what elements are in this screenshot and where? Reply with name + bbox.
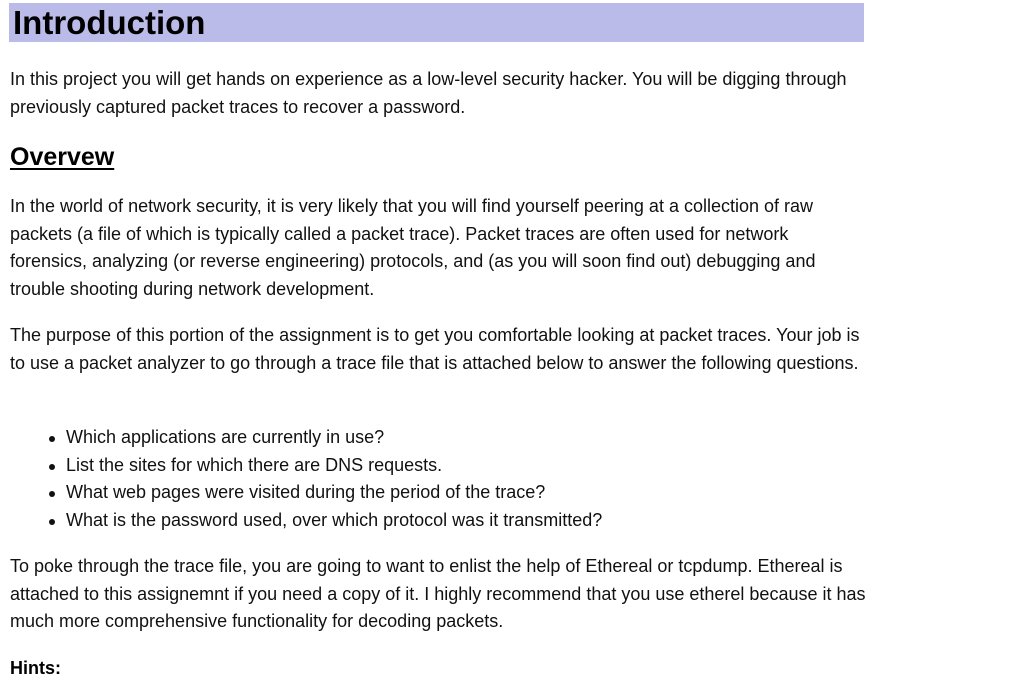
bullet-icon [49,491,55,497]
hints-heading: Hints: [10,658,61,678]
question-text: What web pages were visited during the period of the trace? [66,482,546,503]
list-item [10,452,860,480]
overview-paragraph-1: In the world of network security, it is very likely that you will find yourself peering at a collection of raw packets (a file of which is typically called a packet trace). Packet traces are often used for network forensics, analyzing (or reverse engineering) protocols, and (as you will soon find out) debugging and trouble shooting during network development. [10,196,816,299]
page-title: Introduction [13,4,206,41]
list-item [10,479,860,507]
bullet-icon [49,519,55,525]
list-item [10,507,860,535]
bullet-icon [49,436,55,442]
bullet-icon [49,464,55,470]
question-text: List the sites for which there are DNS requests. [66,454,443,475]
overview-paragraph-2: The purpose of this portion of the assignment is to get you comfortable looking at packet traces. Your job is to use a packet analyzer to go through a trace file that is attached below to answer the following questions. [10,325,860,373]
title-banner [9,3,864,42]
tools-paragraph: To poke through the trace file, you are going to want to enlist the help of Ethereal or tcpdump. Ethereal is attached to this assignemnt if you need a copy of it. I highly recommend that you use etherel because it has much more comprehensive functionality for decoding packets. [10,556,866,632]
overview-heading: Overvew [10,143,115,171]
list-item [10,424,860,452]
question-text: Which applications are currently in use? [66,427,385,447]
questions-list [10,424,860,534]
question-text: What is the password used, over which protocol was it transmitted? [66,509,603,530]
intro-paragraph: In this project you will get hands on experience as a low-level security hacker. You will be digging through previously captured packet traces to recover a password. [10,69,847,117]
